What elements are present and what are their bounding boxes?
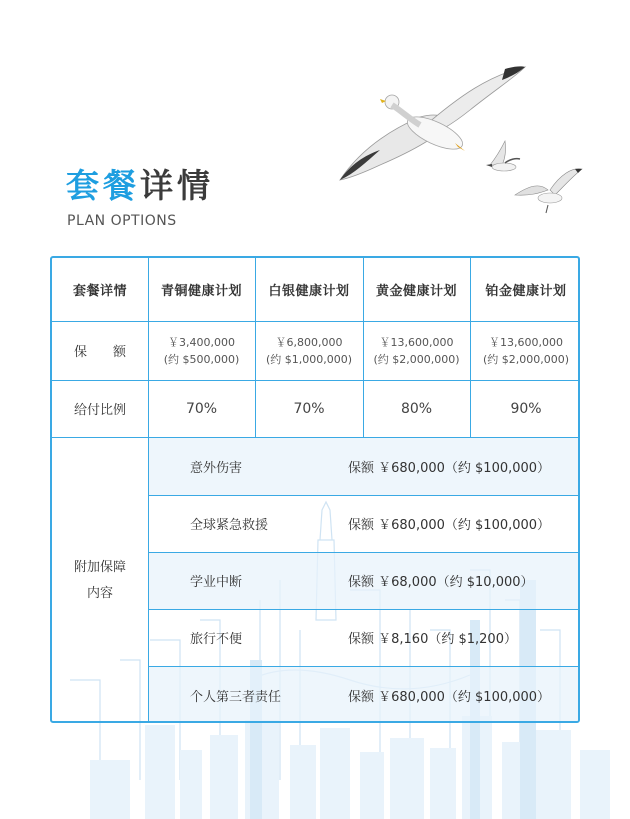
table-corner-header: 套餐详情	[72, 284, 127, 299]
plan-header-bronze: 青铜健康计划	[160, 284, 242, 299]
addon-amount: 保额 ￥68,000（约 $10,000）	[348, 575, 534, 590]
page-title	[66, 164, 214, 208]
coverage-cny: ￥13,600,000	[489, 335, 563, 349]
payout-ratio-value: 80%	[400, 400, 433, 417]
addon-amount: 保额 ￥680,000（约 $100,000）	[348, 518, 551, 533]
coverage-cell	[363, 321, 470, 380]
addon-row	[148, 666, 580, 723]
coverage-cell	[148, 321, 255, 380]
coverage-cny: ￥3,400,000	[168, 335, 235, 349]
coverage-usd: (约 $2,000,000)	[482, 352, 570, 366]
plan-header-platinum: 铂金健康计划	[485, 284, 567, 299]
payout-ratio-value: 70%	[185, 400, 218, 417]
addon-row	[148, 609, 580, 666]
coverage-cell	[255, 321, 363, 380]
addon-row	[148, 495, 580, 552]
addon-label-line1: 附加保障	[73, 560, 126, 575]
addon-row	[148, 438, 580, 495]
coverage-cny: ￥13,600,000	[379, 335, 454, 349]
payout-ratio-label: 给付比例	[73, 403, 126, 418]
coverage-label: 保 额	[73, 345, 126, 360]
plan-options-table	[50, 256, 580, 723]
addon-section-label	[52, 437, 148, 723]
addon-amount: 保额 ￥680,000（约 $100,000）	[348, 690, 551, 705]
addon-amount: 保额 ￥8,160（约 $1,200）	[348, 632, 517, 647]
addon-name: 全球紧急救援	[190, 518, 269, 533]
coverage-usd: (约 $2,000,000)	[373, 352, 460, 366]
addon-name: 旅行不便	[190, 632, 243, 647]
addon-label-line2: 内容	[86, 586, 113, 601]
title-rest: 详情	[140, 166, 214, 205]
coverage-usd: (约 $1,000,000)	[265, 352, 353, 366]
addon-row	[148, 552, 580, 609]
seagull-small-icon	[515, 169, 582, 213]
addon-amount: 保额 ￥680,000（约 $100,000）	[348, 461, 551, 476]
payout-ratio-value: 90%	[510, 400, 542, 417]
title-accent: 套餐	[66, 166, 140, 205]
addon-name: 意外伤害	[190, 461, 243, 476]
seagulls-illustration	[320, 55, 600, 225]
addon-name: 个人第三者责任	[190, 690, 282, 705]
addon-name: 学业中断	[190, 575, 243, 590]
payout-ratio-value: 70%	[293, 400, 325, 417]
plan-header-gold: 黄金健康计划	[375, 284, 457, 299]
coverage-usd: (约 $500,000)	[163, 352, 240, 366]
coverage-cny: ￥6,800,000	[275, 335, 343, 349]
seagull-medium-icon	[486, 141, 520, 171]
page-subtitle: PLAN OPTIONS	[67, 213, 177, 229]
coverage-cell	[470, 321, 580, 380]
plan-header-silver: 白银健康计划	[268, 284, 350, 299]
